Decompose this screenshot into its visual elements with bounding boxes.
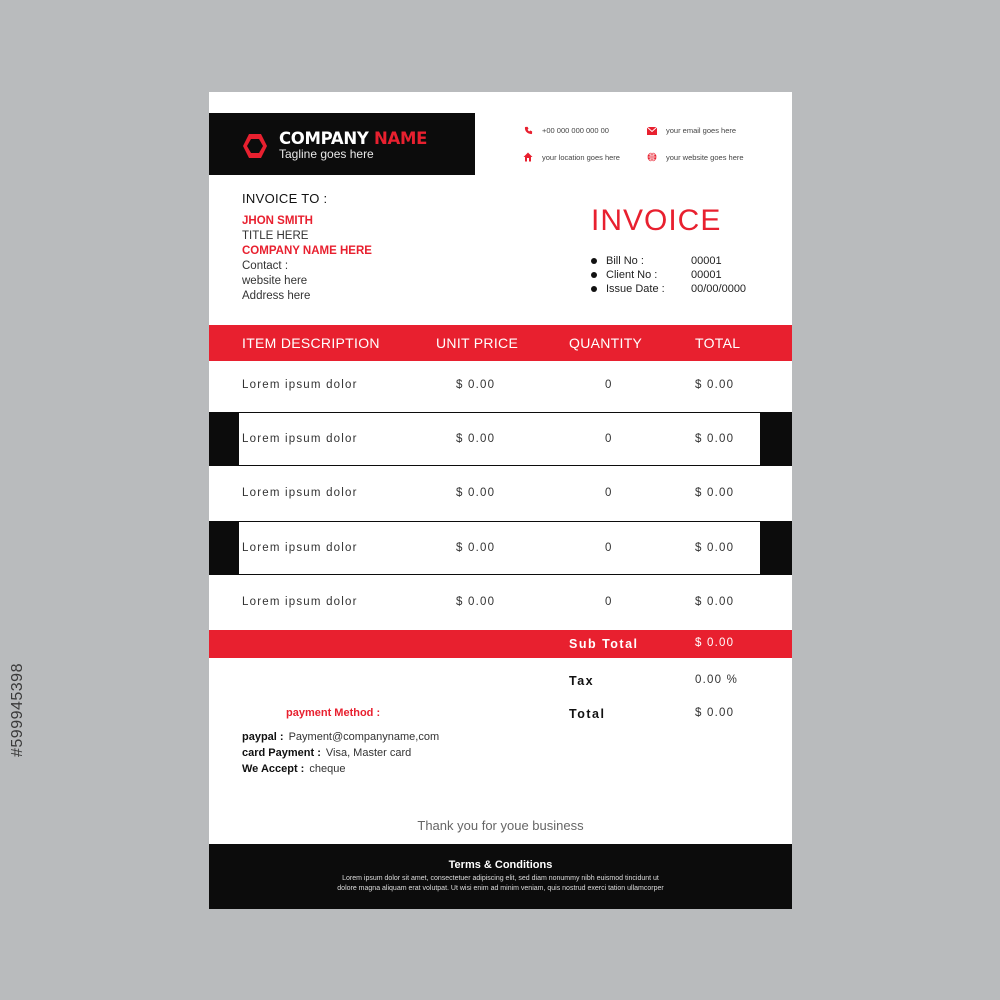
company-name [279,129,427,148]
terms-line-2: dolore magna aliquam erat volutpat. Ut wisi enim ad minim veniam, quis nostrud exerci tation ullamcorper [337,885,664,892]
row-unit-price: $ 0.00 [456,379,496,391]
meta-label: Issue Date : [606,283,665,295]
meta-bill-no [591,255,722,267]
client-name: JHON SMITH [242,215,313,227]
payment-label: paypal : [242,731,284,743]
company-tagline: Tagline goes here [279,147,374,161]
subtotal-value: $ 0.00 [695,637,735,649]
tax-label: Tax [569,674,595,688]
terms-title: Terms & Conditions [448,859,553,871]
column-header-quantity: QUANTITY [569,335,643,351]
thank-you-note: Thank you for youe business [417,818,584,833]
company-name-first: COMPANY [279,129,369,148]
invoice-title: INVOICE [591,204,722,237]
row-unit-price: $ 0.00 [456,487,496,499]
client-contact: Contact : [242,260,289,272]
contact-email [645,126,736,135]
table-row [209,358,792,412]
payment-value: cheque [309,763,346,775]
row-quantity: 0 [605,487,613,499]
table-row [209,575,792,629]
row-quantity: 0 [605,596,613,608]
payment-value: Payment@companyname,com [288,731,440,743]
location-text: your location goes here [542,152,620,162]
payment-method-title: payment Method : [286,707,381,719]
row-unit-price: $ 0.00 [456,596,496,608]
hexagon-icon [241,132,269,160]
bullet-icon [591,258,597,264]
meta-value: 00/00/0000 [691,283,747,295]
row-description: Lorem ipsum dolor [242,542,358,554]
subtotal-label: Sub Total [569,637,639,651]
invoice-page [209,92,792,909]
row-description: Lorem ipsum dolor [242,596,358,608]
home-icon [521,152,535,162]
contact-phone [521,126,609,135]
invoice-to-label: INVOICE TO : [242,191,328,206]
row-quantity: 0 [605,542,613,554]
bullet-icon [591,272,597,278]
column-header-total: TOTAL [695,335,741,351]
row-description: Lorem ipsum dolor [242,433,358,445]
client-address: Address here [242,290,311,302]
phone-text: +00 000 000 000 00 [542,126,609,135]
client-company: COMPANY NAME HERE [242,245,372,257]
table-header [209,325,792,361]
row-unit-price: $ 0.00 [456,433,496,445]
phone-icon [521,126,535,135]
total-value: $ 0.00 [695,707,735,719]
row-quantity: 0 [605,379,613,391]
row-total: $ 0.00 [695,487,735,499]
payment-value: Visa, Master card [325,747,412,759]
tax-value: 0.00 % [695,674,739,686]
client-title: TITLE HERE [242,230,309,242]
table-row [209,466,792,520]
bullet-icon [591,286,597,292]
terms-line-1: Lorem ipsum dolor sit amet, consectetuer adipiscing elit, sed diam nonummy nibh euismod tincidunt ut [342,875,659,882]
contact-location [521,152,620,162]
row-total: $ 0.00 [695,433,735,445]
meta-value: 00001 [691,269,722,281]
payment-line-card [242,747,411,759]
company-name-second: NAME [374,129,428,148]
meta-issue-date [591,283,746,295]
globe-icon [645,152,659,162]
table-row [209,521,792,575]
row-total: $ 0.00 [695,379,735,391]
row-unit-price: $ 0.00 [456,542,496,554]
meta-value: 00001 [691,255,722,267]
client-website: website here [242,275,308,287]
meta-label: Client No : [606,269,658,281]
table-row [209,412,792,466]
total-label: Total [569,707,606,721]
meta-label: Bill No : [606,255,644,267]
row-description: Lorem ipsum dolor [242,379,358,391]
column-header-unit-price: UNIT PRICE [436,335,519,351]
row-quantity: 0 [605,433,613,445]
stock-id-label: #599945398 [9,663,26,757]
website-text: your website goes here [666,152,744,162]
payment-label: We Accept : [242,763,305,775]
payment-label: card Payment : [242,747,321,759]
contact-website [645,152,744,162]
row-description: Lorem ipsum dolor [242,487,358,499]
row-total: $ 0.00 [695,542,735,554]
row-total: $ 0.00 [695,596,735,608]
email-text: your email goes here [666,126,737,135]
meta-client-no [591,269,722,281]
footer-terms [209,844,792,909]
mail-icon [645,127,659,135]
payment-line-accept [242,763,345,775]
column-header-description: ITEM DESCRIPTION [242,335,380,351]
payment-line-paypal [242,731,439,743]
